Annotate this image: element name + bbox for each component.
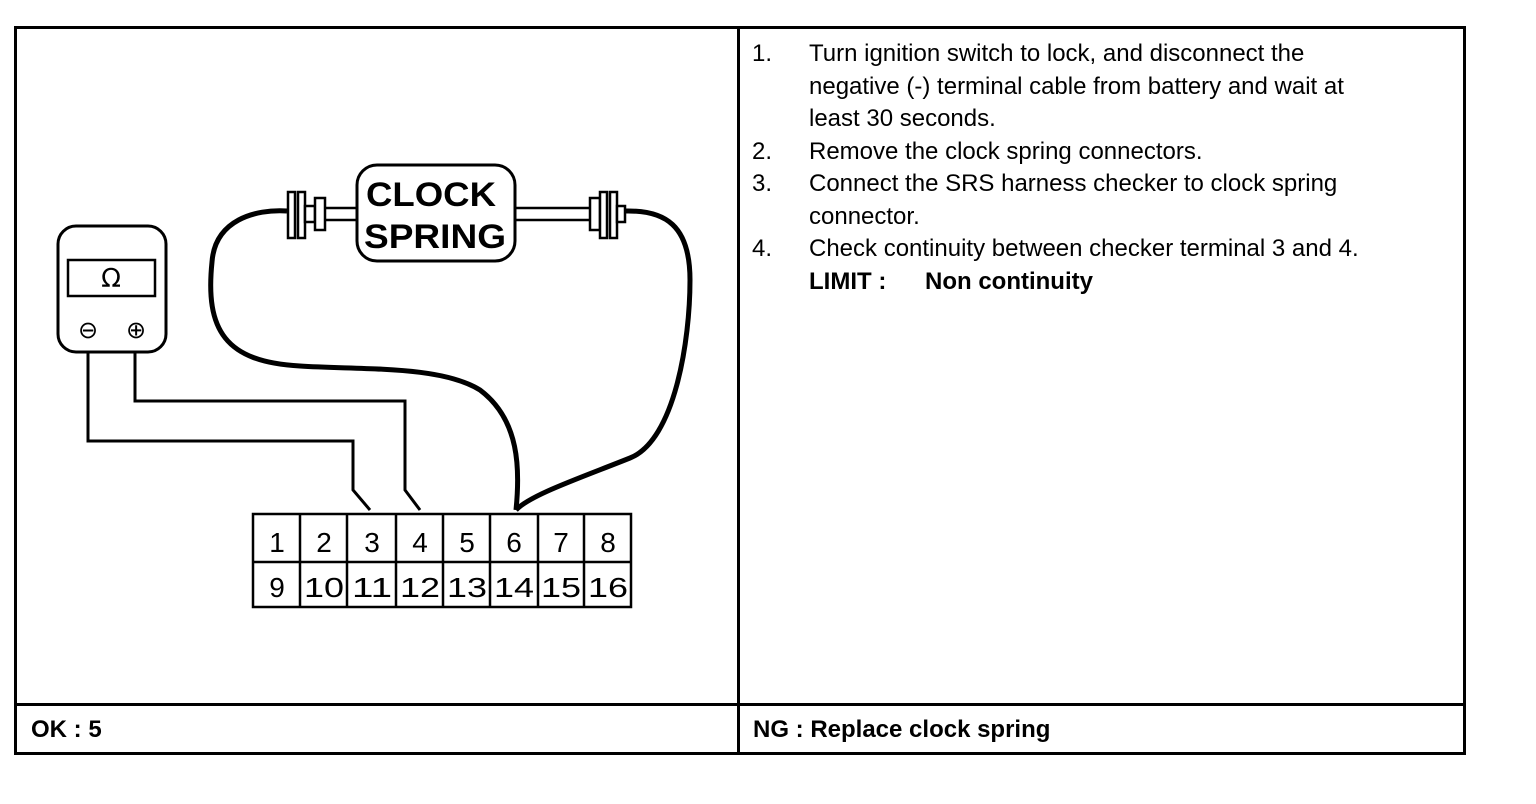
limit-label: LIMIT : [809,267,887,295]
pin-label: 2 [316,527,332,558]
pin-label: 16 [588,572,628,603]
pin-label: 4 [412,527,428,558]
step-number: 1. [752,40,773,67]
footer-divider [14,703,1466,706]
right-harness-cable [516,211,690,510]
step-2 [752,136,1458,169]
positive-test-lead [135,352,420,510]
pin-label: 6 [506,527,522,558]
procedure-steps [752,38,1458,298]
negative-terminal-icon: ⊖ [77,316,99,344]
clock-spring-label-line1: CLOCK [366,176,497,214]
positive-terminal-icon: ⊕ [125,316,147,344]
pin-label: 3 [364,527,380,558]
pin-label: 12 [400,572,440,603]
pin-label: 11 [352,572,392,603]
pin-label: 7 [553,527,569,558]
limit-value: Non continuity [925,267,1093,295]
step-1 [752,38,1458,136]
step-number: 2. [752,137,773,165]
step-text: Turn ignition switch to lock, and disconnect the negative (-) terminal cable from battery and wait at least 30 seconds. [809,40,1344,132]
ng-result: NG : Replace clock spring [753,716,1051,743]
ohm-icon: Ω [101,264,121,294]
pin-label: 8 [600,527,616,558]
clock-spring-label-line2: SPRING [364,218,506,256]
pin-label: 13 [447,572,487,603]
ok-result: OK : 5 [31,716,102,743]
wiring-diagram [17,29,737,703]
left-plug [288,192,358,238]
pin-label: 10 [304,572,344,603]
step-3 [752,168,1458,233]
step-number: 4. [752,235,773,262]
limit-line [809,266,1458,299]
pin-label: 15 [541,572,581,603]
step-text: Connect the SRS harness checker to clock spring connector. [809,170,1338,230]
column-divider [737,26,740,755]
step-text: Remove the clock spring connectors. [809,137,1203,165]
pin-label: 9 [269,572,285,603]
pin-label: 14 [494,572,534,603]
step-number: 3. [752,170,773,197]
negative-test-lead [88,352,370,510]
step-text: Check continuity between checker terminal 3 and 4. [809,235,1359,262]
right-plug [515,192,625,238]
pin-label: 1 [269,527,285,558]
step-4 [752,233,1458,266]
pin-label: 5 [459,527,475,558]
